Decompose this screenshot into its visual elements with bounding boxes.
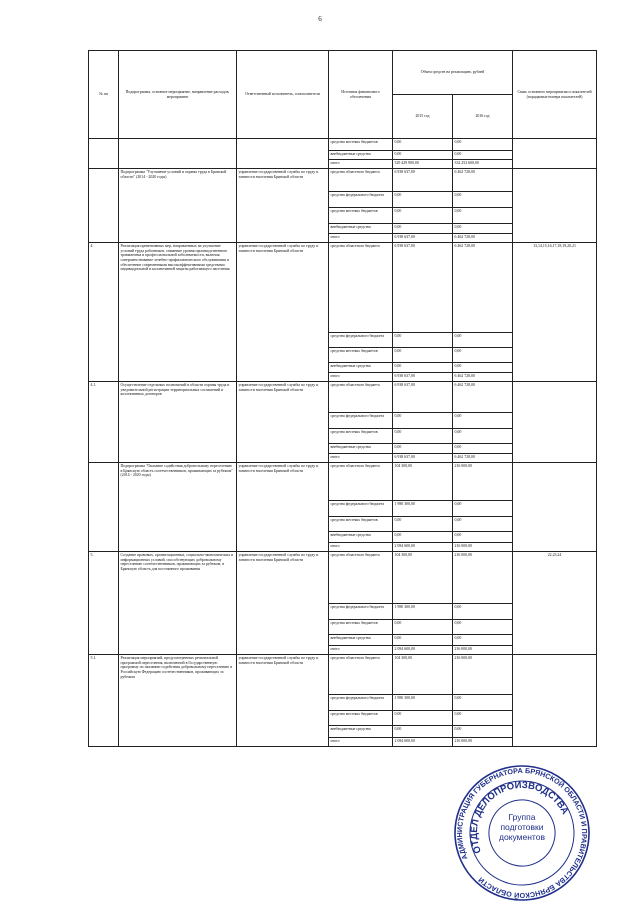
cell-num: 4.	[89, 243, 119, 382]
cell-name: Осуществление отдельных полномочий в области охраны труда и уведомительной регистрации территориальных соглашений и коллективных договоров	[119, 382, 237, 463]
cell-source: итого	[329, 234, 393, 243]
cell-2015: 0,00	[393, 429, 453, 444]
stamp-center-text: Группа подготовки документов	[499, 813, 545, 842]
cell-2015: 0,00	[393, 517, 453, 532]
cell-2016: 0,00	[453, 532, 513, 543]
cell-link	[513, 382, 597, 463]
cell-2015: 0,00	[393, 635, 453, 646]
cell-2015: 0,00	[393, 532, 453, 543]
cell-2016: 6 462 728,00	[453, 234, 513, 243]
cell-source: средства местных бюджетов	[329, 711, 393, 726]
cell-2016: 0,00	[453, 363, 513, 373]
cell-2016: 0,00	[453, 726, 513, 738]
cell-source: средства местных бюджетов	[329, 348, 393, 363]
cell-2015: 0,00	[393, 413, 453, 429]
cell-2015: 2 084 600,00	[393, 646, 453, 655]
cell-source: внебюджетные средства	[329, 726, 393, 738]
col-2015-header: 2015 год	[393, 95, 453, 139]
cell-2016: 0,00	[453, 333, 513, 348]
cell-executor: управление государственной службы по труду и занятости населения Брянской области	[237, 463, 329, 552]
financing-table	[88, 50, 597, 747]
cell-source: средства федерального бюджета	[329, 413, 393, 429]
cell-source: внебюджетные средства	[329, 635, 393, 646]
cell-source: внебюджетные средства	[329, 444, 393, 454]
official-stamp	[452, 763, 592, 903]
cell-name: Реализация мероприятий, предусмотренных региональной программой переселения, включенной в Государственную программу по оказанию содействия добровольному переселению в Российскую Федерацию соотечественников, проживающих за рубежом	[119, 655, 237, 747]
cell-num: 5.	[89, 552, 119, 655]
cell-2016: 0,00	[453, 208, 513, 224]
col-volume-header: Объем средств на реализацию, рублей	[393, 51, 513, 95]
cell-num: 4.1.	[89, 382, 119, 463]
cell-2015: 0,00	[393, 726, 453, 738]
cell-executor	[237, 139, 329, 169]
cell-2016: 0,00	[453, 620, 513, 635]
cell-num: 5.1.	[89, 655, 119, 747]
cell-source: средства областного бюджета	[329, 243, 393, 333]
table-row	[89, 169, 597, 192]
cell-2016: 0,00	[453, 711, 513, 726]
page-number: 6	[318, 15, 322, 23]
cell-2016: 0,00	[453, 139, 513, 151]
cell-link: 22,23,24	[513, 552, 597, 655]
cell-source: средства местных бюджетов	[329, 139, 393, 151]
cell-2016: 0,00	[453, 444, 513, 454]
cell-2015: 6 938 637,00	[393, 243, 453, 333]
cell-2015: 1 980 300,00	[393, 501, 453, 517]
cell-source: средства областного бюджета	[329, 463, 393, 501]
cell-2015: 6 938 637,00	[393, 234, 453, 243]
cell-2015: 0,00	[393, 348, 453, 363]
cell-2016: 0,00	[453, 429, 513, 444]
cell-executor: управление государственной службы по труду и занятости населения Брянской области	[237, 655, 329, 747]
col-link-header: Связь основного мероприятия и показателей (порядковые номера показателей)	[513, 51, 597, 139]
cell-2015: 0,00	[393, 208, 453, 224]
cell-source: средства федерального бюджета	[329, 604, 393, 620]
cell-2015: 1 980 300,00	[393, 695, 453, 711]
table-row	[89, 655, 597, 695]
cell-source: внебюджетные средства	[329, 224, 393, 234]
cell-source: средства местных бюджетов	[329, 429, 393, 444]
stamp-ring-text: АДМИНИСТРАЦИЯ ГУБЕРНАТОРА БРЯНСКОЙ ОБЛАСТИ И ПРАВИТЕЛЬСТВА БРЯНСКОЙ ОБЛАСТИ	[454, 765, 590, 901]
cell-source: средства областного бюджета	[329, 552, 393, 604]
cell-source: внебюджетные средства	[329, 532, 393, 543]
cell-2015: 0,00	[393, 363, 453, 373]
cell-name: Подпрограмма "Улучшение условий и охраны труда в Брянской области" (2014 - 2020 годы)	[119, 169, 237, 243]
table-row	[89, 139, 597, 151]
cell-source: средства федерального бюджета	[329, 695, 393, 711]
cell-2015: 0,00	[393, 151, 453, 160]
cell-2016: 332 252 600,00	[453, 160, 513, 169]
cell-name: Создание правовых, организационных, социально-экономических и информационных условий, способствующих добровольному переселению соотечественников, проживающих за рубежом, в Брянскую область для постоянного проживания	[119, 552, 237, 655]
cell-source: средства областного бюджета	[329, 382, 393, 413]
cell-source: средства федерального бюджета	[329, 501, 393, 517]
cell-2016: 216 000,00	[453, 543, 513, 552]
cell-2015: 0,00	[393, 192, 453, 208]
cell-num	[89, 463, 119, 552]
cell-name: Реализация превентивных мер, направленных на улучшение условий труда работников, снижение уровня производственного травматизма и профессиональной заболеваемости, включая совершенствование лечебно-профилактического обслуживания и обеспечение современными высокоэффективными средствами индивидуальной и коллективной защиты работающего населения	[119, 243, 237, 382]
cell-link	[513, 169, 597, 243]
cell-2016: 0,00	[453, 501, 513, 517]
cell-2016: 216 000,00	[453, 463, 513, 501]
cell-2015: 0,00	[393, 444, 453, 454]
table-row	[89, 463, 597, 501]
cell-2016: 0,00	[453, 604, 513, 620]
cell-num	[89, 139, 119, 169]
cell-executor: управление государственной службы по труду и занятости населения Брянской области	[237, 382, 329, 463]
cell-2015: 0,00	[393, 711, 453, 726]
cell-name	[119, 139, 237, 169]
cell-executor: управление государственной службы по труду и занятости населения Брянской области	[237, 552, 329, 655]
cell-source: средства областного бюджета	[329, 169, 393, 192]
cell-2016: 6 462 728,00	[453, 243, 513, 333]
table-row	[89, 243, 597, 333]
col-num-header: № пп	[89, 51, 119, 139]
cell-2015: 0,00	[393, 333, 453, 348]
col-2016-header: 2016 год	[453, 95, 513, 139]
cell-2016: 216 000,00	[453, 646, 513, 655]
cell-2016: 0,00	[453, 413, 513, 429]
stamp-inner-text: ОТДЕЛ ДЕЛОПРОИЗВОДСТВА	[468, 779, 571, 855]
cell-source: внебюджетные средства	[329, 363, 393, 373]
cell-2016: 0,00	[453, 192, 513, 208]
cell-2016: 0,00	[453, 348, 513, 363]
header-row	[89, 51, 597, 95]
cell-source: средства областного бюджета	[329, 655, 393, 695]
cell-num	[89, 169, 119, 243]
cell-2015: 6 938 637,00	[393, 454, 453, 463]
cell-link: 13,14,15,16,17,18,19,20,21	[513, 243, 597, 382]
cell-2016: 216 000,00	[453, 552, 513, 604]
cell-link	[513, 139, 597, 169]
cell-2015: 329 429 900,00	[393, 160, 453, 169]
cell-2016: 0,00	[453, 151, 513, 160]
cell-source: средства местных бюджетов	[329, 620, 393, 635]
cell-2016: 0,00	[453, 635, 513, 646]
cell-2016: 6 462 728,00	[453, 373, 513, 382]
cell-source: итого	[329, 738, 393, 747]
cell-2015: 6 938 637,00	[393, 382, 453, 413]
cell-2015: 104 300,00	[393, 552, 453, 604]
table-row	[89, 552, 597, 604]
cell-name: Подпрограмма "Оказание содействия добровольному переселению в Брянскую область соотечественников, проживающих за рубежом" (2014 - 2020 годы)	[119, 463, 237, 552]
cell-2016: 0,00	[453, 517, 513, 532]
col-executor-header: Ответственный исполнитель, соисполнители	[237, 51, 329, 139]
cell-2015: 6 938 637,00	[393, 169, 453, 192]
cell-2016: 216 000,00	[453, 655, 513, 695]
cell-2015: 0,00	[393, 620, 453, 635]
cell-source: итого	[329, 454, 393, 463]
cell-source: средства федерального бюджета	[329, 192, 393, 208]
cell-2016: 6 462 728,00	[453, 382, 513, 413]
cell-source: итого	[329, 646, 393, 655]
cell-2015: 104 300,00	[393, 463, 453, 501]
cell-2015: 0,00	[393, 224, 453, 234]
cell-source: итого	[329, 373, 393, 382]
cell-link	[513, 655, 597, 747]
cell-2015: 1 980 300,00	[393, 604, 453, 620]
cell-2015: 2 084 600,00	[393, 738, 453, 747]
cell-2016: 6 462 728,00	[453, 169, 513, 192]
col-name-header: Подпрограмма, основное мероприятие, направление расходов, мероприятие	[119, 51, 237, 139]
cell-source: итого	[329, 543, 393, 552]
cell-2015: 0,00	[393, 139, 453, 151]
cell-executor: управление государственной службы по труду и занятости населения Брянской области	[237, 169, 329, 243]
cell-2016: 0,00	[453, 695, 513, 711]
cell-2015: 6 938 637,00	[393, 373, 453, 382]
cell-2015: 104 300,00	[393, 655, 453, 695]
table-row	[89, 382, 597, 413]
cell-source: внебюджетные средства	[329, 151, 393, 160]
cell-source: итого	[329, 160, 393, 169]
cell-2016: 216 000,00	[453, 738, 513, 747]
cell-2016: 0,00	[453, 224, 513, 234]
cell-source: средства федерального бюджета	[329, 333, 393, 348]
cell-2016: 6 462 728,00	[453, 454, 513, 463]
cell-link	[513, 463, 597, 552]
col-source-header: Источник финансового обеспечения	[329, 51, 393, 139]
cell-2015: 2 084 600,00	[393, 543, 453, 552]
cell-executor: управление государственной службы по труду и занятости населения Брянской области	[237, 243, 329, 382]
cell-source: средства местных бюджетов	[329, 517, 393, 532]
cell-source: средства местных бюджетов	[329, 208, 393, 224]
